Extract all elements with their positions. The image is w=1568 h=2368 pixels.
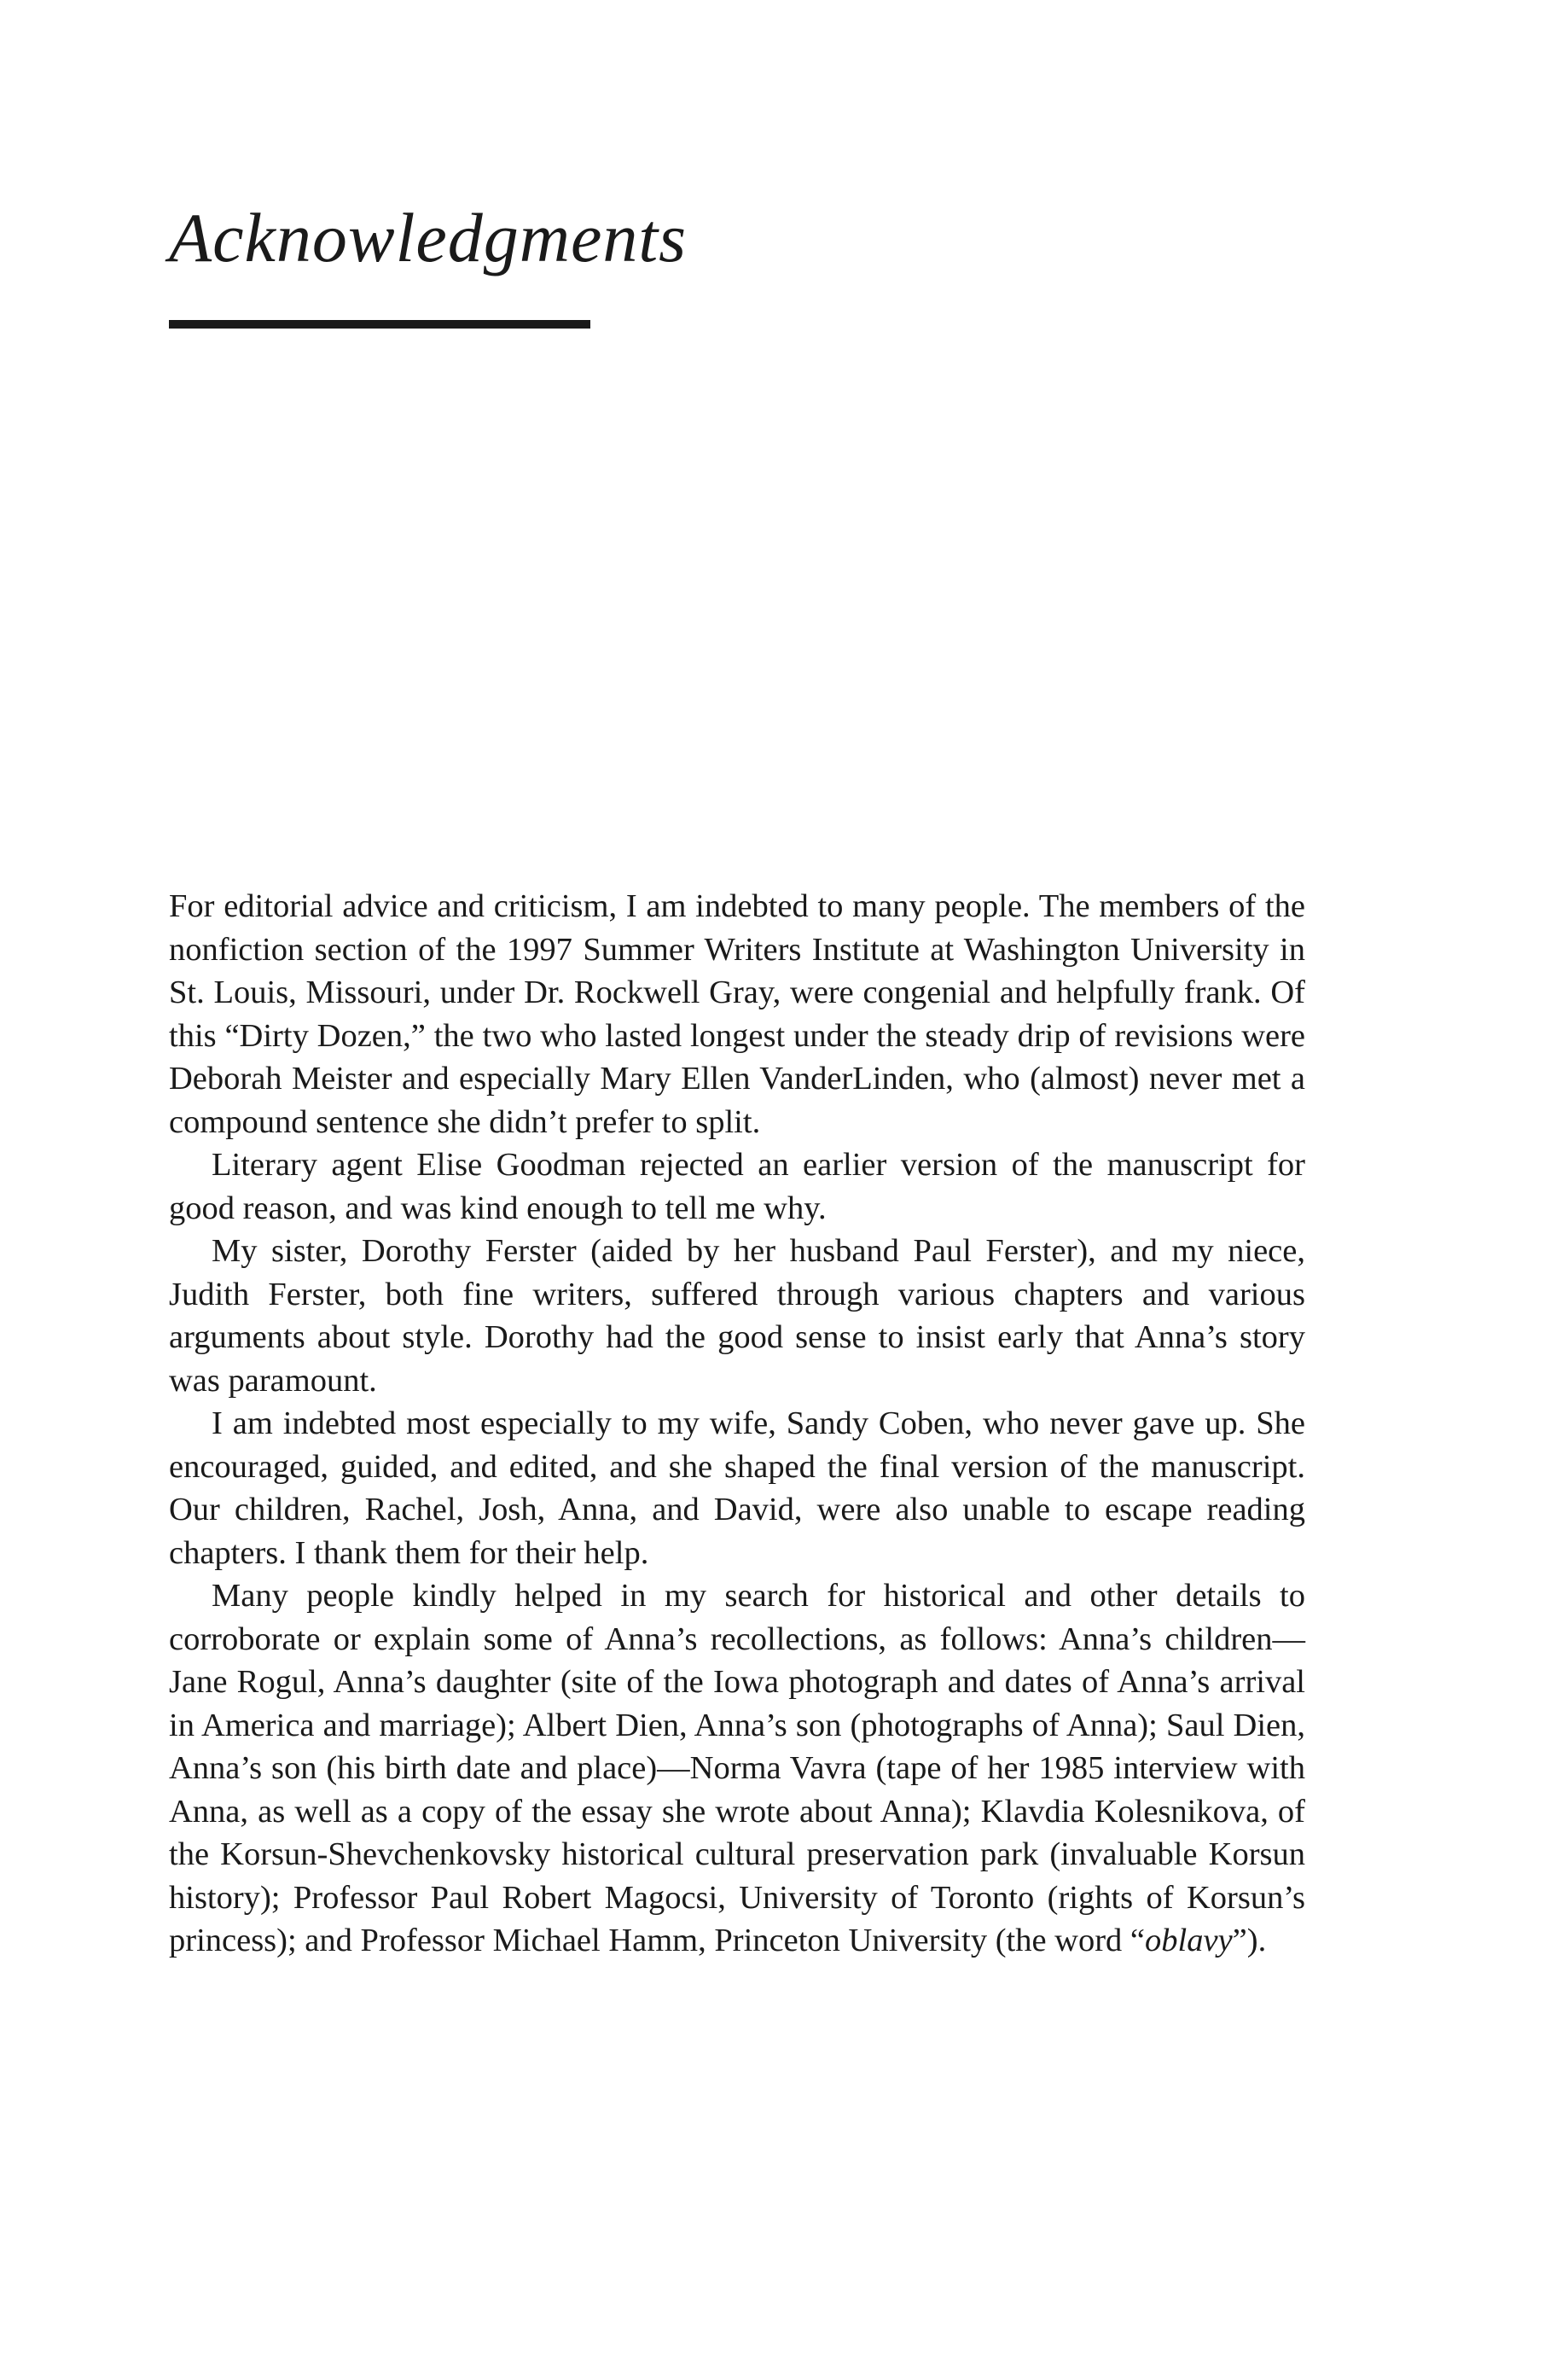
historical-help-ending: ”). [1232,1923,1267,1958]
paragraph-family-readers: My sister, Dorothy Ferster (aided by her husband Paul Ferster), and my niece, Judith Ferster, both fine writers, suffered through various chapters and various arguments about style. Dorothy had the good sense to insist early that Anna’s story was paramount. [169,1233,1305,1399]
acknowledgments-body [169,885,1305,1963]
paragraph-historical-help [169,1574,1305,1963]
paragraph-wife-and-children: I am indebted most especially to my wife, Sandy Coben, who never gave up. She encouraged, guided, and edited, and she shaped the final version of the manuscript. Our children, Rachel, Josh, Anna, and David, were also unable to escape reading chapters. I thank them for their help. [169,1405,1305,1571]
title-rule [169,320,590,329]
paragraph-editorial-advice: For editorial advice and criticism, I am indebted to many people. The members of the nonfiction section of the 1997 Summer Writers Institute at Washington University in St. Louis, Missouri, under Dr. Rockwell Gray, were congenial and helpfully frank. Of this “Dirty Dozen,” the two who lasted longest under the steady drip of revisions were Deborah Meister and especially Mary Ellen VanderLinden, who (almost) never met a compound sentence she didn’t prefer to split. [169,888,1305,1140]
historical-help-text: Many people kindly helped in my search for historical and other details to corroborate or explain some of Anna’s recollections, as follows: Anna’s children—Jane Rogul, Anna’s daughter (site of the Iowa photograph and dates of Anna’s arrival in America and marriage); Albert Dien, Anna’s son (photographs of Anna); Saul Dien, Anna’s son (his birth date and place)—Norma Vavra (tape of her 1985 interview with Anna, as well as a copy of the essay she wrote about Anna); Klavdia Kolesnikova, of the Korsun-Shevchenkovsky historical cultural preservation park (invaluable Korsun history); Professor Paul Robert Magocsi, University of Toronto (rights of Korsun’s princess); and Professor Michael Hamm, Princeton University (the word “ [169,1578,1305,1958]
page-title: Acknowledgments [169,199,688,276]
paragraph-literary-agent: Literary agent Elise Goodman rejected an earlier version of the manuscript for good reason, and was kind enough to tell me why. [169,1147,1305,1226]
italic-term-oblavy: oblavy [1145,1923,1233,1958]
